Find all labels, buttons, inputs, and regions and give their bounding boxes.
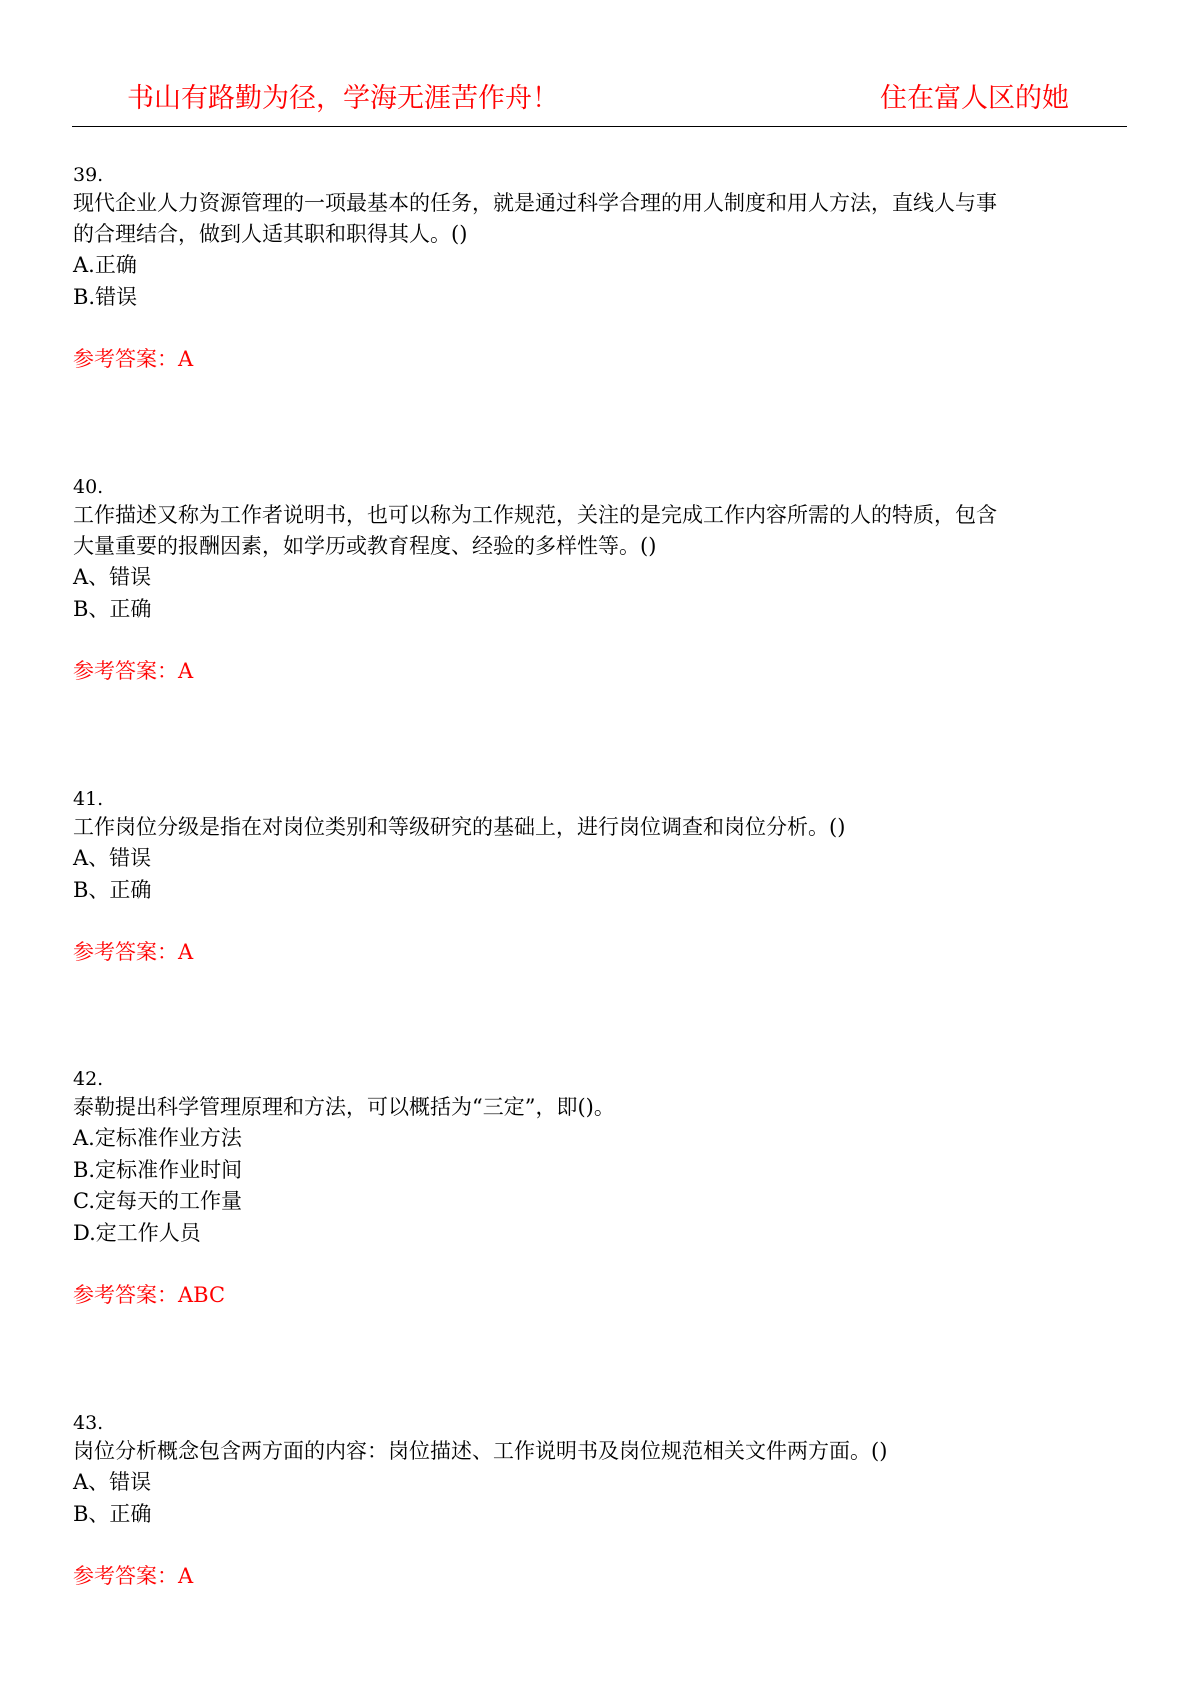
question-42 (73, 1066, 1133, 1310)
header-tagline: 住在富人区的她 (880, 83, 1069, 114)
option-d: D.定工作人员 (73, 1220, 201, 1245)
reference-answer: 参考答案：ABC (73, 1283, 226, 1307)
option-b: B.定标准作业时间 (73, 1157, 243, 1182)
question-text-line: 岗位分析概念包含两方面的内容：岗位描述、工作说明书及岗位规范相关文件两方面。() (73, 1439, 888, 1463)
reference-answer: 参考答案：A (73, 940, 194, 964)
question-number: 42. (73, 1068, 104, 1090)
page-header (72, 80, 1127, 127)
reference-answer: 参考答案：A (73, 347, 194, 371)
question-41 (73, 786, 1133, 967)
question-number: 43. (73, 1412, 104, 1434)
question-number: 41. (73, 788, 104, 810)
question-text-line: 的合理结合，做到人适其职和职得其人。() (73, 222, 468, 246)
option-a: A、错误 (73, 565, 152, 589)
reference-answer: 参考答案：A (73, 1564, 194, 1588)
option-b: B、正确 (73, 877, 152, 902)
option-b: B、正确 (73, 596, 152, 621)
question-43 (73, 1410, 1133, 1591)
option-a: A、错误 (73, 1470, 152, 1494)
header-motto: 书山有路勤为径，学海无涯苦作舟！ (127, 83, 559, 114)
question-text-line: 泰勒提出科学管理原理和方法，可以概括为“三定”，即()。 (73, 1095, 615, 1119)
question-39 (73, 162, 1133, 374)
question-text-line: 工作岗位分级是指在对岗位类别和等级研究的基础上，进行岗位调查和岗位分析。() (73, 815, 846, 839)
option-a: A.定标准作业方法 (73, 1126, 242, 1150)
option-a: A、错误 (73, 846, 152, 870)
question-number: 40. (73, 476, 104, 498)
question-text-line: 工作描述又称为工作者说明书，也可以称为工作规范，关注的是完成工作内容所需的人的特质，包含 (73, 503, 997, 527)
option-b: B、正确 (73, 1501, 152, 1526)
question-text-line: 大量重要的报酬因素，如学历或教育程度、经验的多样性等。() (73, 534, 657, 558)
question-40 (73, 474, 1133, 686)
question-text-line: 现代企业人力资源管理的一项最基本的任务，就是通过科学合理的用人制度和用人方法，直线人与事 (73, 191, 997, 215)
reference-answer: 参考答案：A (73, 659, 194, 683)
option-c: C.定每天的工作量 (73, 1189, 242, 1213)
option-b: B.错误 (73, 284, 138, 309)
question-number: 39. (73, 164, 104, 186)
option-a: A.正确 (73, 253, 137, 277)
